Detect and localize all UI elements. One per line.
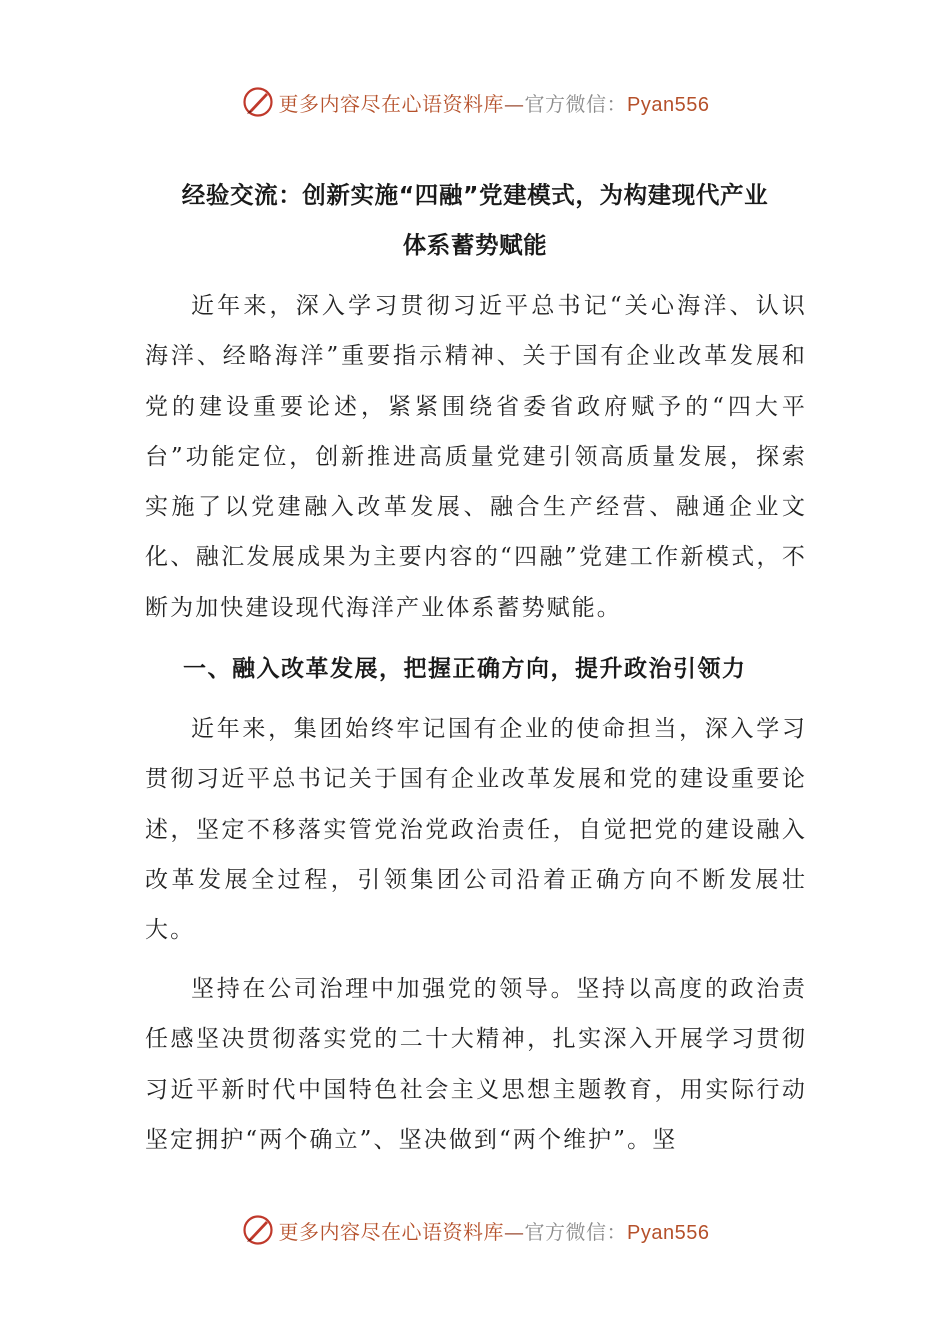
pen-logo-icon: [241, 1213, 275, 1247]
banner-wechat-label: 官方微信：: [524, 1219, 628, 1244]
banner-wechat-id: Pyan556: [627, 93, 710, 116]
banner-wechat-id: Pyan556: [627, 1221, 710, 1244]
banner-main-text: 更多内容尽在心语资料库: [278, 1219, 505, 1244]
banner-dash: —: [504, 1219, 525, 1244]
banner-text: [279, 1216, 710, 1245]
section1-body-paragraph: 近年来，集团始终牢记国有企业的使命担当，深入学习贯彻习近平总书记关于国有企业改革发展和党的建设重要论述，坚定不移落实管党治党政治责任，自觉把党的建设融入改革发展全过程，引领集团公司沿着正确方向不断发展壮大。: [145, 716, 807, 944]
header-banner: [0, 82, 950, 122]
banner-main-text: 更多内容尽在心语资料库: [278, 91, 505, 116]
page-title-line-2: 体系蓄势赋能: [402, 231, 548, 259]
banner-text: [279, 88, 710, 117]
section1-point1-paragraph: 坚持在公司治理中加强党的领导。坚持以高度的政治责任感坚决贯彻落实党的二十大精神，扎实深入开展学习贯彻习近平新时代中国特色社会主义思想主题教育，用实际行动坚定拥护“两个确立”、坚决做到“两个维护”。坚: [145, 976, 807, 1153]
banner-dash: —: [504, 91, 525, 116]
banner-wechat-label: 官方微信：: [524, 91, 628, 116]
intro-paragraph: 近年来，深入学习贯彻习近平总书记“关心海洋、认识海洋、经略海洋”重要指示精神、关于国有企业改革发展和党的建设重要论述，紧紧围绕省委省政府赋予的“四大平台”功能定位，创新推进高质量党建引领高质量发展，探索实施了以党建融入改革发展、融合生产经营、融通企业文化、融汇发展成果为主要内容的“四融”党建工作新模式，不断为加快建设现代海洋产业体系蓄势赋能。: [145, 293, 807, 621]
section-heading-1: 一、融入改革发展，把握正确方向，提升政治引领力: [183, 656, 747, 682]
pen-logo-icon: [241, 85, 275, 119]
page-title-line-1: 经验交流：创新实施“四融”党建模式，为构建现代产业: [181, 181, 769, 209]
footer-banner: [0, 1210, 950, 1250]
